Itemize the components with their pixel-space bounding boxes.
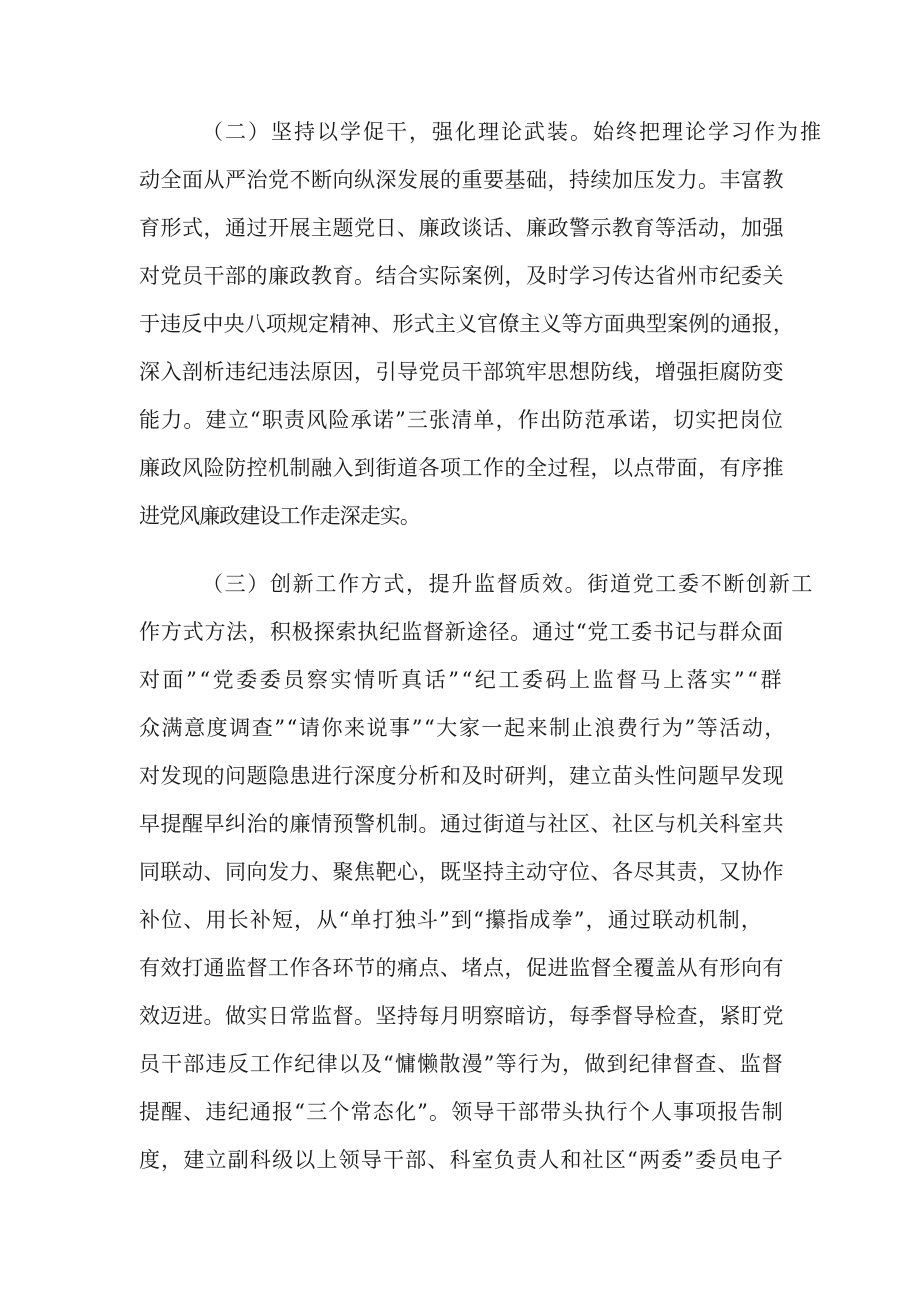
paragraph-3-line-4: 众满意度调查”“请你来说事”“大家一起来制止浪费行为”等活动， (139, 716, 787, 740)
paragraph-3-line-5: 对发现的问题隐患进行深度分析和及时研判，建立苗头性问题早发现 (139, 764, 784, 788)
paragraph-2-line-7: 能力。建立“职责风险承诺”三张清单，作出防范承诺，切实把岗位 (139, 408, 784, 432)
paragraph-3-line-6: 早提醒早纠治的廉情预警机制。通过街道与社区、社区与机关科室共 (139, 812, 784, 836)
paragraph-3-line-3: 对面”“党委委员察实情听真话”“纪工委码上监督马上落实”“群 (139, 668, 785, 692)
paragraph-3-line-12: 提醒、违纪通报“三个常态化”。领导干部带头执行个人事项报告制 (139, 1100, 784, 1124)
paragraph-2-line-5: 于违反中央八项规定精神、形式主义官僚主义等方面典型案例的通报， (139, 312, 794, 336)
paragraph-2-line-3: 育形式，通过开展主题党日、廉政谈话、廉政警示教育等活动，加强 (139, 216, 784, 240)
paragraph-2-line-1: （二）坚持以学促干，强化理论武装。始终把理论学习作为推 (202, 120, 823, 144)
paragraph-2-line-8: 廉政风险防控机制融入到街道各项工作的全过程，以点带面，有序推 (139, 456, 784, 480)
paragraph-2-line-9: 进党风廉政建设工作走深走实。 (139, 504, 420, 528)
paragraph-3-line-11: 员干部违反工作纪律以及“慵懒散漫”等行为，做到纪律督查、监督 (139, 1052, 784, 1076)
paragraph-3-line-10: 效迈进。做实日常监督。坚持每月明察暗访，每季督导检查，紧盯党 (139, 1004, 784, 1028)
paragraph-2-line-6: 深入剖析违纪违法原因，引导党员干部筑牢思想防线，增强拒腐防变 (139, 360, 784, 384)
paragraph-3-line-1: （三）创新工作方式，提升监督质效。街道党工委不断创新工 (202, 572, 815, 596)
paragraph-2-line-2: 动全面从严治党不断向纵深发展的重要基础，持续加压发力。丰富教 (139, 168, 784, 192)
paragraph-3-line-9: 有效打通监督工作各环节的痛点、堵点，促进监督全覆盖从有形向有 (139, 956, 784, 980)
paragraph-2-line-4: 对党员干部的廉政教育。结合实际案例，及时学习传达省州市纪委关 (139, 264, 784, 288)
paragraph-3-line-8: 补位、用长补短，从“单打独斗”到“攥指成拳”，通过联动机制， (139, 908, 763, 932)
paragraph-3-line-13: 度，建立副科级以上领导干部、科室负责人和社区“两委”委员电子 (139, 1148, 784, 1172)
paragraph-3-line-7: 同联动、同向发力、聚焦靶心，既坚持主动守位、各尽其责，又协作 (139, 860, 784, 884)
paragraph-3-line-2: 作方式方法，积极探索执纪监督新途径。通过“党工委书记与群众面 (139, 620, 784, 644)
